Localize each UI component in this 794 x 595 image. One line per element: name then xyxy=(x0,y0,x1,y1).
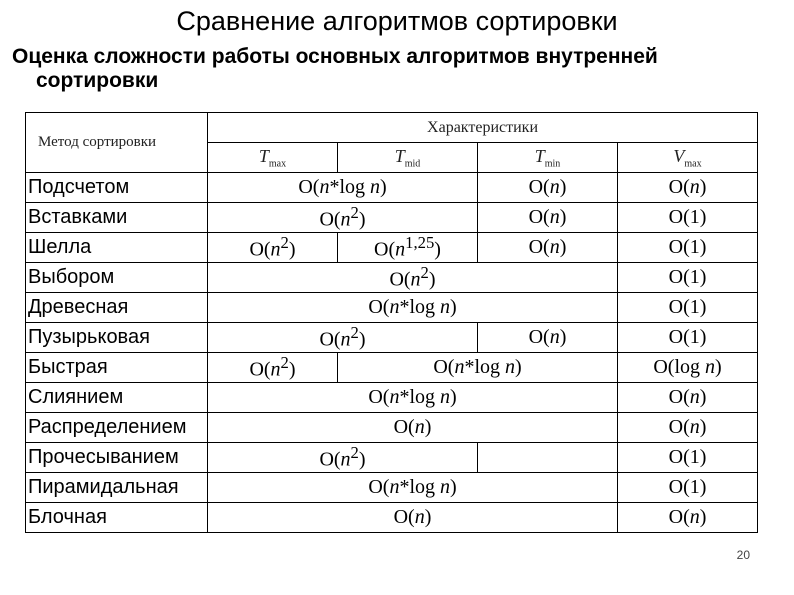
method-name: Прочесыванием xyxy=(26,443,208,473)
header-vmax: $V_{max}$ xyxy=(618,143,758,173)
complexity-table xyxy=(25,112,758,533)
complexity-cell: O(n*log n) xyxy=(208,473,618,503)
table-header-row xyxy=(26,113,758,143)
memory-cell: O(n) xyxy=(618,173,758,203)
complexity-cell: O(n) xyxy=(208,413,618,443)
complexity-cell: $O(n^2)$ xyxy=(208,443,478,473)
method-name: Выбором xyxy=(26,263,208,293)
method-name: Подсчетом xyxy=(26,173,208,203)
table-row xyxy=(26,383,758,413)
table-row xyxy=(26,503,758,533)
method-name: Слиянием xyxy=(26,383,208,413)
memory-cell: O(1) xyxy=(618,473,758,503)
slide-subtitle xyxy=(12,45,772,93)
complexity-cell: $O(n^2)$ xyxy=(208,323,478,353)
complexity-cell: $O(n^{1,25})$ xyxy=(338,233,478,263)
complexity-cell: O(n*log n) xyxy=(208,173,478,203)
header-method: Метод сортировки xyxy=(26,113,208,173)
method-name: Блочная xyxy=(26,503,208,533)
complexity-cell: O(n) xyxy=(478,323,618,353)
header-characteristics: Характеристики xyxy=(208,113,758,143)
memory-cell: O(1) xyxy=(618,293,758,323)
method-name: Быстрая xyxy=(26,353,208,383)
complexity-cell: $O(n^2)$ xyxy=(208,263,618,293)
memory-cell: O(n) xyxy=(618,503,758,533)
complexity-cell: O(n*log n) xyxy=(338,353,618,383)
complexity-cell: $O(n^2)$ xyxy=(208,353,338,383)
table-row xyxy=(26,263,758,293)
memory-cell: O(log n) xyxy=(618,353,758,383)
complexity-cell: O(n) xyxy=(208,503,618,533)
table-row xyxy=(26,293,758,323)
table-row xyxy=(26,323,758,353)
memory-cell: O(1) xyxy=(618,443,758,473)
table-row xyxy=(26,173,758,203)
header-tmin: $T_{min}$ xyxy=(478,143,618,173)
method-name: Вставками xyxy=(26,203,208,233)
memory-cell: O(1) xyxy=(618,263,758,293)
memory-cell: O(n) xyxy=(618,383,758,413)
method-name: Древесная xyxy=(26,293,208,323)
page-number: 20 xyxy=(736,548,750,562)
complexity-cell: O(n) xyxy=(478,233,618,263)
method-name: Шелла xyxy=(26,233,208,263)
table-row xyxy=(26,443,758,473)
table-row xyxy=(26,353,758,383)
memory-cell: O(n) xyxy=(618,413,758,443)
method-name: Пузырьковая xyxy=(26,323,208,353)
memory-cell: O(1) xyxy=(618,323,758,353)
complexity-cell: O(n*log n) xyxy=(208,383,618,413)
table-row xyxy=(26,413,758,443)
complexity-cell: $O(n^2)$ xyxy=(208,233,338,263)
table-row xyxy=(26,473,758,503)
complexity-cell: $O(n^2)$ xyxy=(208,203,478,233)
subtitle-line-1: Оценка сложности работы основных алгоритмов внутренней xyxy=(12,45,658,68)
complexity-cell: O(n*log n) xyxy=(208,293,618,323)
memory-cell: O(1) xyxy=(618,203,758,233)
table-row xyxy=(26,203,758,233)
complexity-cell: O(n) xyxy=(478,203,618,233)
header-tmid: $T_{mid}$ xyxy=(338,143,478,173)
complexity-cell xyxy=(478,443,618,473)
method-name: Пирамидальная xyxy=(26,473,208,503)
slide-title: Сравнение алгоритмов сортировки xyxy=(176,6,618,36)
header-tmax: $T_{max}$ xyxy=(208,143,338,173)
subtitle-line-2: сортировки xyxy=(36,69,159,92)
complexity-cell: O(n) xyxy=(478,173,618,203)
method-name: Распределением xyxy=(26,413,208,443)
memory-cell: O(1) xyxy=(618,233,758,263)
table-row xyxy=(26,233,758,263)
